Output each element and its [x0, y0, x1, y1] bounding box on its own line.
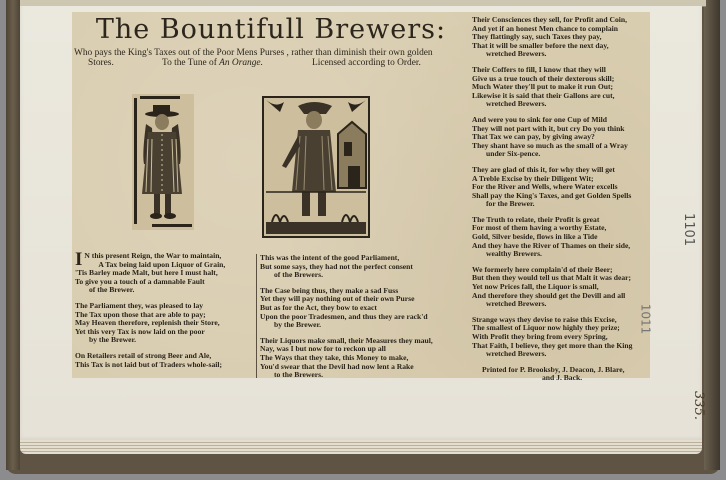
verse-line: For the River and Wells, where Water excells: [472, 183, 618, 192]
license-note: Licensed according to Order.: [312, 58, 421, 68]
verse-line: And yet if an honest Men chance to complain: [472, 24, 618, 33]
page-number: 335.: [690, 391, 706, 420]
verse-refrain: to the Brewers.: [274, 371, 323, 380]
verse-line: Yet they will pay nothing out of their own Purse: [260, 295, 415, 304]
subtitle-stores: Stores.: [88, 58, 114, 68]
verse-line: Yet now Prices fall, the Liquor is small,: [472, 283, 599, 292]
verse-line: On Retailers retail of strong Beer and Ale,: [75, 351, 212, 360]
stanza: [75, 302, 253, 345]
stanza: [260, 287, 452, 330]
verse-refrain: wretched Brewers.: [486, 300, 547, 309]
verse-line: They will not part with it, but cry Do you think: [472, 124, 625, 133]
imprint-line-1: Printed for P. Brooksby, J. Deacon, J. Blare,: [482, 364, 625, 374]
verse-line: Their Coffers to fill, I know that they will: [472, 65, 606, 74]
verse-line: And they have the River of Thames on their side,: [472, 241, 631, 250]
verse-line: The Truth to relate, their Profit is great: [472, 215, 600, 224]
verse-line: The smallest of Liquor now highly they prize;: [472, 324, 620, 333]
drop-cap: I: [75, 249, 83, 270]
tune-name: An Orange.: [219, 58, 263, 68]
stanza: [472, 66, 648, 109]
album-fore-edge: [704, 0, 720, 470]
verse-line: 'Tis Barley made Malt, but here I must halt,: [75, 269, 218, 278]
stanza: [260, 254, 452, 280]
verse-line: Gold, Silver beside, flows in like a Tide: [472, 233, 598, 242]
verse-line: But some says, they had not the perfect consent: [260, 262, 413, 271]
stanza: [472, 16, 648, 59]
verse-refrain: of the Brewers.: [274, 271, 323, 280]
ballad-column-2: [256, 254, 452, 378]
verse-line: Much Water they'll put to make it run Out;: [472, 83, 614, 92]
verse-line: The Ways that they take, this Money to make,: [260, 353, 409, 362]
stanza: [75, 352, 253, 369]
verse-line: They flattingly say, such Taxes they pay,: [472, 33, 602, 42]
verse-refrain: under Six-pence.: [486, 150, 541, 159]
stanza: [472, 266, 648, 309]
verse-line: And therefore they should get the Devill and all: [472, 291, 626, 300]
verse-line: With Profit they bring from every Spring,: [472, 333, 608, 341]
verse-line: Shall pay the King's Taxes, and get Golden Spells: [472, 191, 632, 200]
ballad-column-3: [472, 16, 648, 383]
stanza: [472, 216, 648, 259]
printer-imprint: [472, 366, 648, 383]
verse-line: N this present Reign, the War to maintain,: [84, 252, 222, 260]
verse-refrain: by the Brewer.: [274, 321, 322, 330]
verse-line: Their Consciences they sell, for Profit and Coin,: [472, 16, 628, 24]
verse-line: May Heaven therefore, replenish their Store,: [75, 319, 220, 328]
tune-prefix: To the Tune of: [162, 58, 220, 68]
verse-line: The Case being thus, they make a sad Fuss: [260, 286, 399, 295]
verse-refrain: by the Brewer.: [89, 336, 137, 345]
broadside-sheet: [72, 12, 653, 383]
stanza: [472, 116, 648, 159]
verse-line: But as for the Act, they bow to exact: [260, 303, 377, 312]
verse-line: That Tax we can pay, by giving away?: [472, 133, 595, 142]
verse-line: Nay, was I but now for to reckon up all: [260, 345, 386, 354]
verse-line: Their Liquors make small, their Measures they maul,: [260, 336, 433, 345]
verse-line: This Tax is not laid but of Traders whole-sail;: [75, 360, 222, 369]
verse-line: That it will be smaller before the next day,: [472, 41, 609, 50]
verse-line: A Tax being laid upon Liquor of Grain,: [98, 260, 226, 269]
verse-line: This was the intent of the good Parliament,: [260, 254, 400, 262]
page-stack-edge: [20, 440, 702, 454]
album-spine: [6, 0, 20, 470]
verse-line: Give us a true touch of their dexterous skill;: [472, 74, 615, 83]
subtitle-line-1: Who pays the King's Taxes out of the Poor Mens Purses , rather than diminish their own golden: [74, 48, 433, 58]
verse-line: A Treble Excise by their Diligent Wit;: [472, 174, 594, 183]
verse-line: You'd swear that the Devil had now lent a Rake: [260, 362, 414, 371]
verse-refrain: wretched Brewers.: [486, 50, 547, 59]
broadside-subtitle: [74, 48, 464, 68]
verse-line: We formerly here complain'd of their Beer;: [472, 265, 613, 274]
imprint-line-2: and J. Back.: [542, 373, 583, 383]
verse-line: They shant have so much as the small of a Wray: [472, 141, 628, 150]
verse-refrain: of the Brewer.: [89, 286, 135, 295]
verse-line: They are glad of this it, for why they will get: [472, 165, 615, 174]
verse-line: Yet this very Tax is now laid on the poor: [75, 327, 205, 336]
verse-line: The Tax upon those that are able to pay;: [75, 310, 206, 319]
verse-line: But then they would tell us that Malt it was dear;: [472, 274, 632, 283]
woodcut-man-before-house: [262, 96, 370, 238]
verse-line: And were you to sink for one Cup of Mild: [472, 115, 607, 124]
faint-catalog-number: 1011: [638, 303, 653, 335]
pencil-catalog-number: 1101: [681, 212, 697, 247]
verse-line: Likewise it is said that their Gallons are cut,: [472, 91, 615, 100]
verse-refrain: wealthy Brewers.: [486, 250, 542, 259]
verse-line: That Faith, I believe, they get more than the King: [472, 341, 633, 350]
stanza: [472, 166, 648, 209]
verse-line: Strange ways they devise to raise this Excise,: [472, 315, 617, 324]
verse-line: For most of them having a worthy Estate,: [472, 224, 607, 233]
woodcut-man-with-hat: [132, 94, 194, 230]
stanza: [260, 337, 452, 380]
ballad-column-1: [75, 249, 253, 376]
broadside-title: The Bountifull Brewers:: [95, 14, 447, 45]
verse-line: Upon the poor Tradesmen, and thus they are rack'd: [260, 312, 428, 321]
verse-refrain: wretched Brewers.: [486, 350, 547, 359]
stanza: [472, 316, 648, 359]
tune-reference: [162, 58, 312, 68]
verse-line: To give you a touch of a damnable Fault: [75, 277, 205, 286]
verse-refrain: for the Brewer.: [486, 200, 535, 209]
stanza: [75, 249, 253, 295]
verse-line: The Parliament they, was pleased to lay: [75, 301, 204, 310]
verse-refrain: wretched Brewers.: [486, 100, 547, 109]
